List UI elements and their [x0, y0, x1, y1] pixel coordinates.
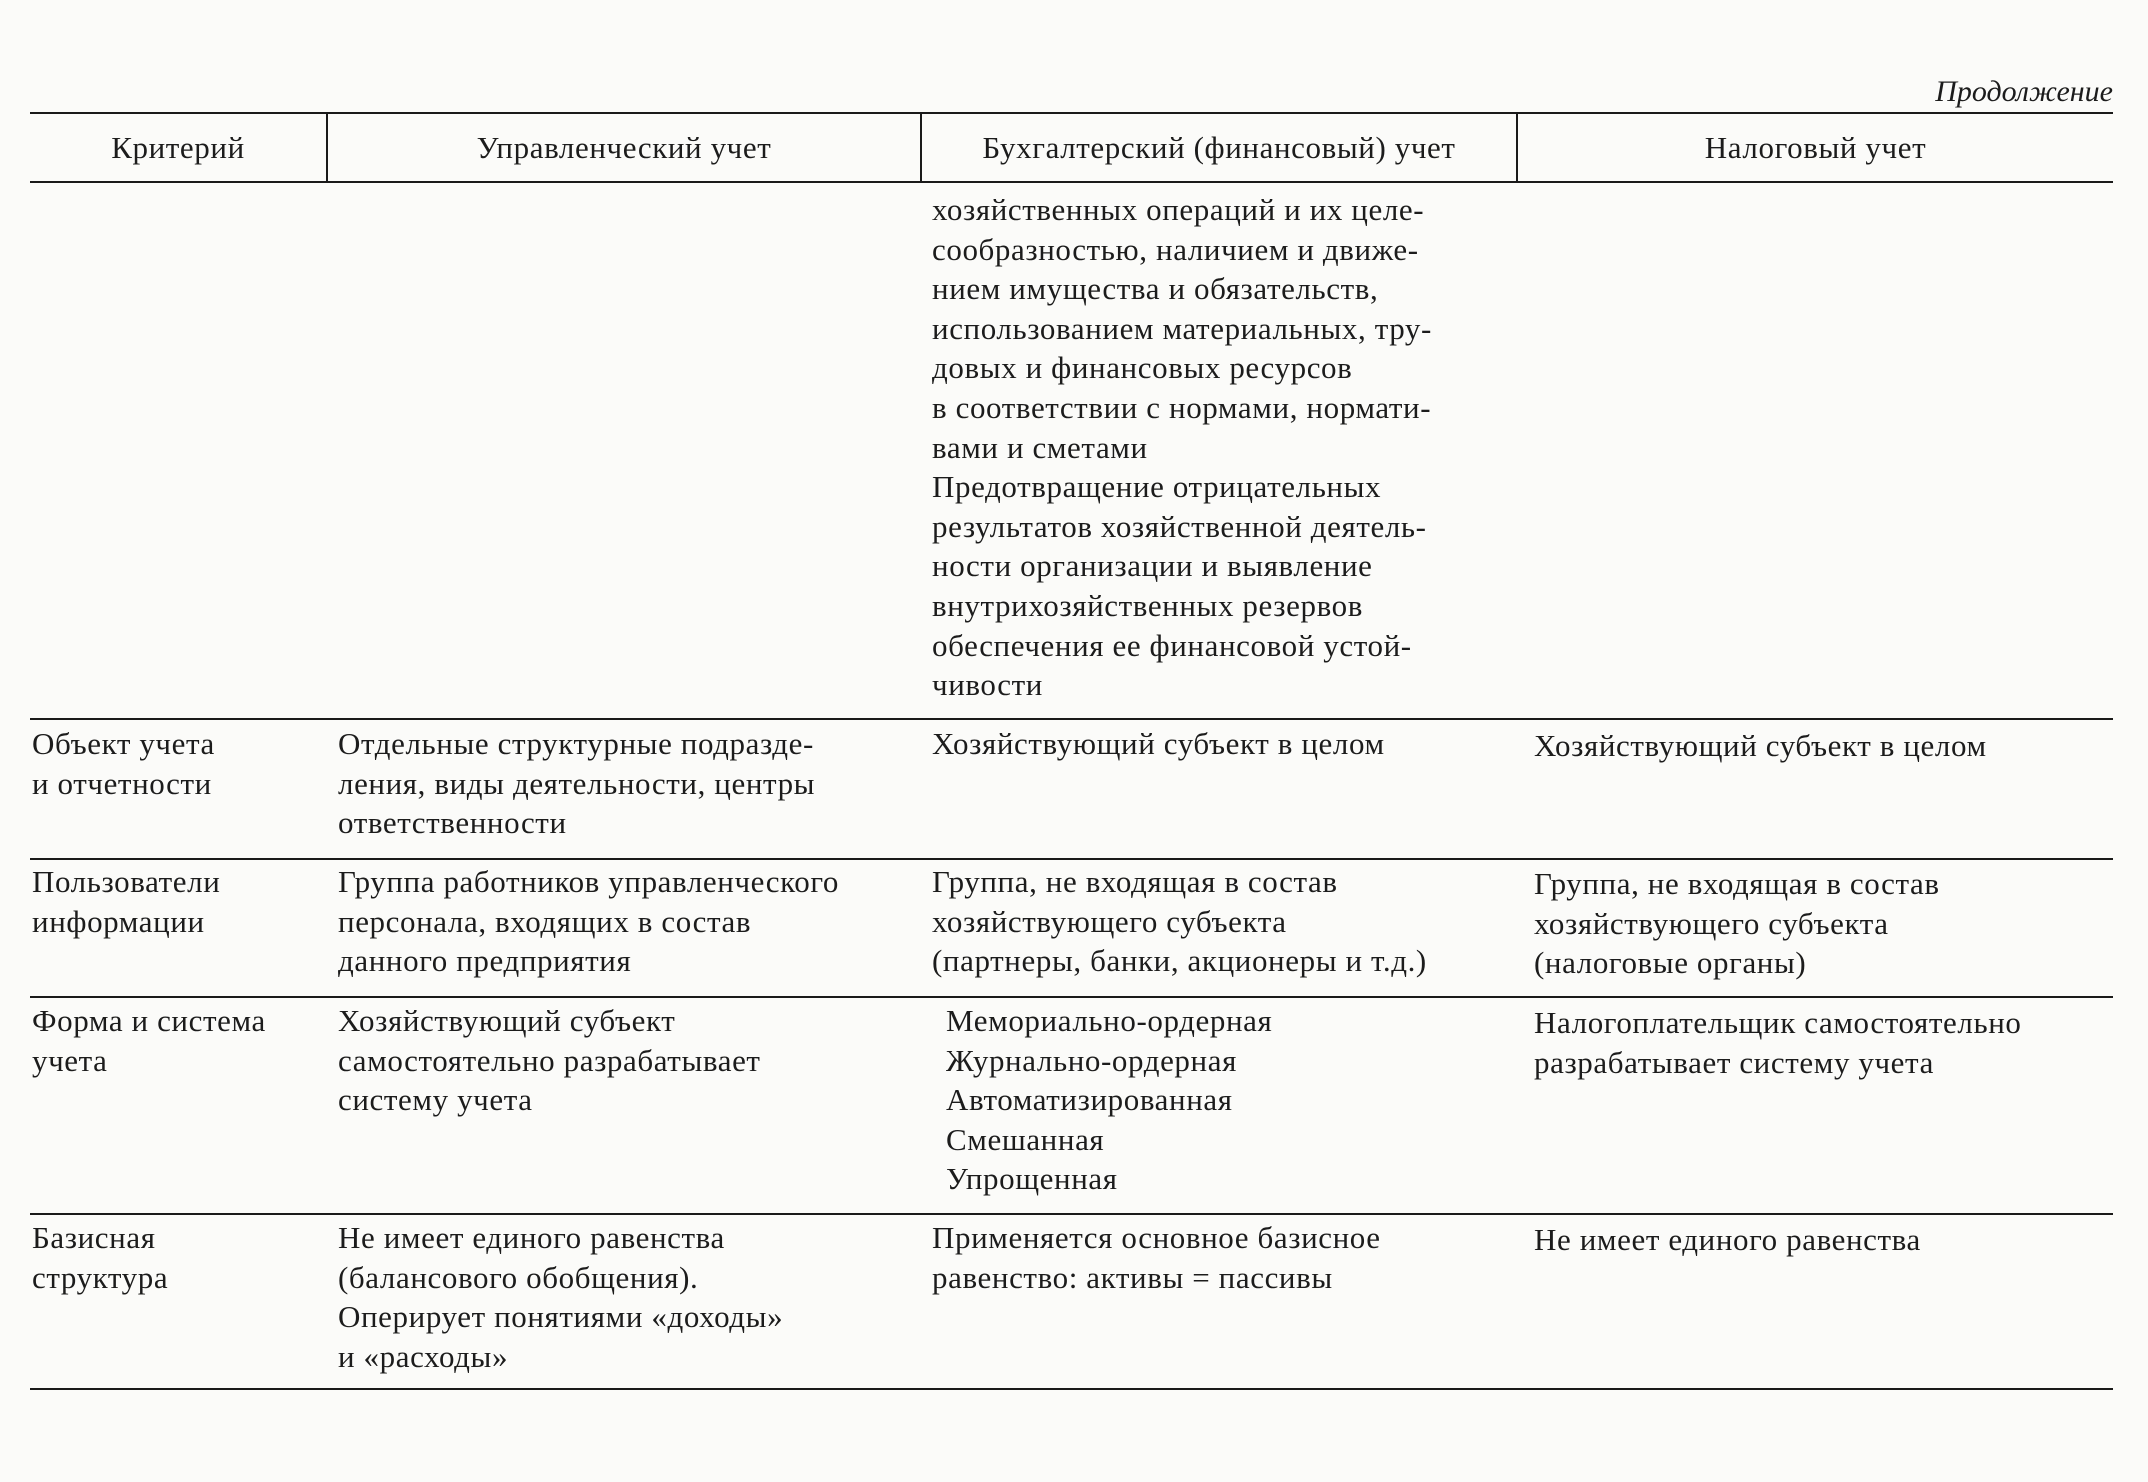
cell-text-line: вами и сметами — [932, 429, 1148, 465]
cell-text-line: Отдельные структурные подразде- — [338, 726, 814, 761]
row-divider — [30, 1213, 2113, 1215]
cell-text-line: (налоговые органы) — [1534, 945, 1807, 981]
cell-text-line: Не имеет единого равенства — [338, 1220, 725, 1255]
cell-text-line: и «расходы» — [338, 1338, 509, 1374]
cell-text-line: учета — [32, 1042, 108, 1078]
cell-text-line: Группа, не входящая в состав — [932, 864, 1338, 899]
cell-text-line: довых и финансовых ресурсов — [932, 350, 1353, 386]
cell-text-line: Предотвращение отрицательных — [932, 469, 1382, 505]
cell-criterion-users — [32, 862, 322, 941]
cell-financial-goals-continued — [932, 190, 1522, 705]
cell-text-line: хозяйствующего субъекта — [932, 903, 1287, 939]
cell-text-line: ответственности — [338, 805, 567, 841]
cell-text-line: чивости — [932, 667, 1043, 703]
cell-text-line: хозяйствующего субъекта — [1534, 905, 1889, 941]
cell-tax-structure — [1534, 1220, 2114, 1260]
table-bottom-rule — [30, 1388, 2113, 1390]
row-divider — [30, 718, 2113, 720]
cell-management-users — [338, 862, 918, 981]
cell-text-line: равенство: активы = пассивы — [932, 1259, 1333, 1295]
cell-financial-users — [932, 862, 1522, 981]
cell-financial-structure — [932, 1218, 1522, 1297]
cell-text-line: Применяется основное базисное — [932, 1220, 1381, 1255]
cell-text-line: и отчетности — [32, 765, 212, 801]
cell-text-line: данного предприятия — [338, 943, 632, 979]
cell-text-line: Форма и система — [32, 1003, 266, 1038]
continuation-label: Продолжение — [1935, 75, 2113, 108]
header-criterion: Критерий — [111, 130, 245, 165]
cell-text-line: Группа, не входящая в состав — [1534, 866, 1940, 901]
cell-financial-form — [932, 1001, 1536, 1199]
cell-text-line: информации — [32, 903, 205, 939]
cell-text-line: Объект учета — [32, 726, 215, 761]
cell-text-line: Базисная — [32, 1220, 156, 1255]
cell-management-form — [338, 1001, 918, 1120]
cell-text-line: использованием материальных, тру- — [932, 310, 1432, 346]
cell-text-line: внутрихозяйственных резервов — [932, 587, 1363, 623]
cell-text-line: хозяйственных операций и их целе- — [932, 192, 1425, 227]
cell-criterion-form — [32, 1001, 322, 1080]
cell-text-line: в соответствии с нормами, нормати- — [932, 389, 1432, 425]
cell-text-line: Упрощенная — [946, 1161, 1118, 1197]
cell-text-line: Смешанная — [946, 1121, 1105, 1157]
cell-text-line: Группа работников управленческого — [338, 864, 839, 899]
header-financial-accounting: Бухгалтерский (финансовый) учет — [982, 130, 1456, 165]
header-bottom-rule — [30, 181, 2113, 183]
cell-text-line: самостоятельно разрабатывает — [338, 1042, 761, 1078]
cell-text-line: Мемориально-ордерная — [946, 1003, 1273, 1038]
cell-text-line: персонала, входящих в состав — [338, 903, 752, 939]
cell-text-line: Журнально-ордерная — [946, 1042, 1237, 1078]
cell-management-object — [338, 724, 918, 843]
cell-text-line: структура — [32, 1259, 169, 1295]
cell-text-line: Хозяйствующий субъект в целом — [932, 726, 1385, 761]
cell-text-line: результатов хозяйственной деятель- — [932, 508, 1427, 544]
cell-text-line: систему учета — [338, 1082, 533, 1118]
cell-tax-object — [1534, 726, 2114, 766]
cell-text-line: ности организации и выявление — [932, 548, 1373, 584]
cell-text-line: (балансового обобщения). — [338, 1259, 699, 1295]
cell-text-line: Автоматизированная — [946, 1082, 1233, 1118]
cell-text-line: разрабатывает систему учета — [1534, 1044, 1934, 1080]
header-management-accounting: Управленческий учет — [476, 130, 772, 165]
cell-text-line: нием имущества и обязательств, — [932, 271, 1379, 307]
cell-text-line: Хозяйствующий субъект — [338, 1003, 676, 1038]
cell-text-line: ления, виды деятельности, центры — [338, 765, 816, 801]
cell-text-line: (партнеры, банки, акционеры и т.д.) — [932, 943, 1427, 979]
cell-text-line: Хозяйствующий субъект в целом — [1534, 728, 1987, 763]
row-divider — [30, 996, 2113, 998]
cell-financial-object — [932, 724, 1522, 764]
cell-text-line: Не имеет единого равенства — [1534, 1222, 1921, 1257]
row-divider — [30, 858, 2113, 860]
cell-tax-users — [1534, 864, 2114, 983]
cell-criterion-structure — [32, 1218, 322, 1297]
cell-criterion-object — [32, 724, 322, 803]
cell-text-line: сообразностью, наличием и движе- — [932, 231, 1419, 267]
cell-text-line: Оперирует понятиями «доходы» — [338, 1299, 784, 1335]
cell-tax-form — [1534, 1003, 2114, 1082]
cell-text-line: Пользователи — [32, 864, 221, 899]
cell-text-line: обеспечения ее финансовой устой- — [932, 627, 1412, 663]
cell-management-structure — [338, 1218, 918, 1376]
header-tax-accounting: Налоговый учет — [1704, 130, 1927, 165]
cell-text-line: Налогоплательщик самостоятельно — [1534, 1005, 2022, 1040]
table-top-rule — [30, 112, 2113, 114]
